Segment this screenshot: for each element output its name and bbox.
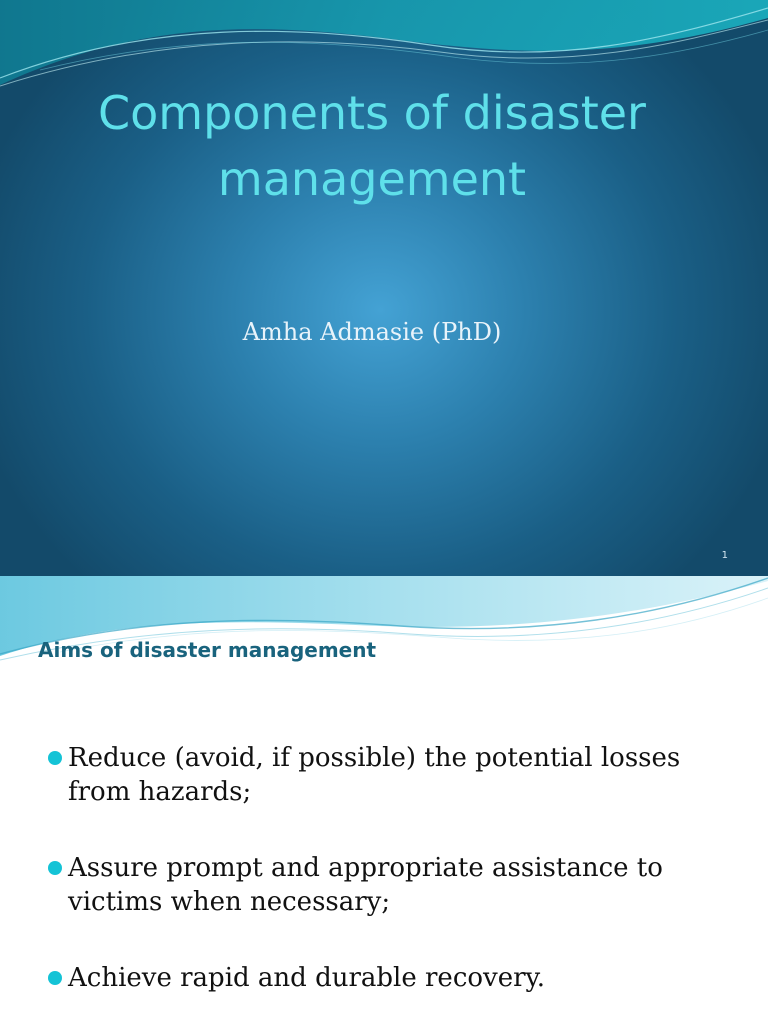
bullet-list <box>0 741 768 1024</box>
bullet-dot-icon <box>48 971 62 985</box>
list-item <box>0 851 768 919</box>
bullet-dot-icon <box>48 751 62 765</box>
content-slide <box>0 576 768 1024</box>
slide-title <box>0 80 744 212</box>
slide-number: 1 <box>721 550 728 561</box>
author-subtitle: Amha Admasie (PhD) <box>242 318 502 346</box>
list-item <box>0 741 768 809</box>
bullet-text: Reduce (avoid, if possible) the potential losses from hazards; <box>68 743 681 807</box>
list-item <box>0 961 768 995</box>
slide-title-line-1: Components of disaster <box>98 86 646 140</box>
slide-heading: Aims of disaster management <box>38 638 377 662</box>
bullet-text: Achieve rapid and durable recovery. <box>68 963 546 993</box>
slide-title-line-2: management <box>217 152 527 206</box>
bullet-dot-icon <box>48 861 62 875</box>
bullet-text: Assure prompt and appropriate assistance to victims when necessary; <box>68 853 663 917</box>
